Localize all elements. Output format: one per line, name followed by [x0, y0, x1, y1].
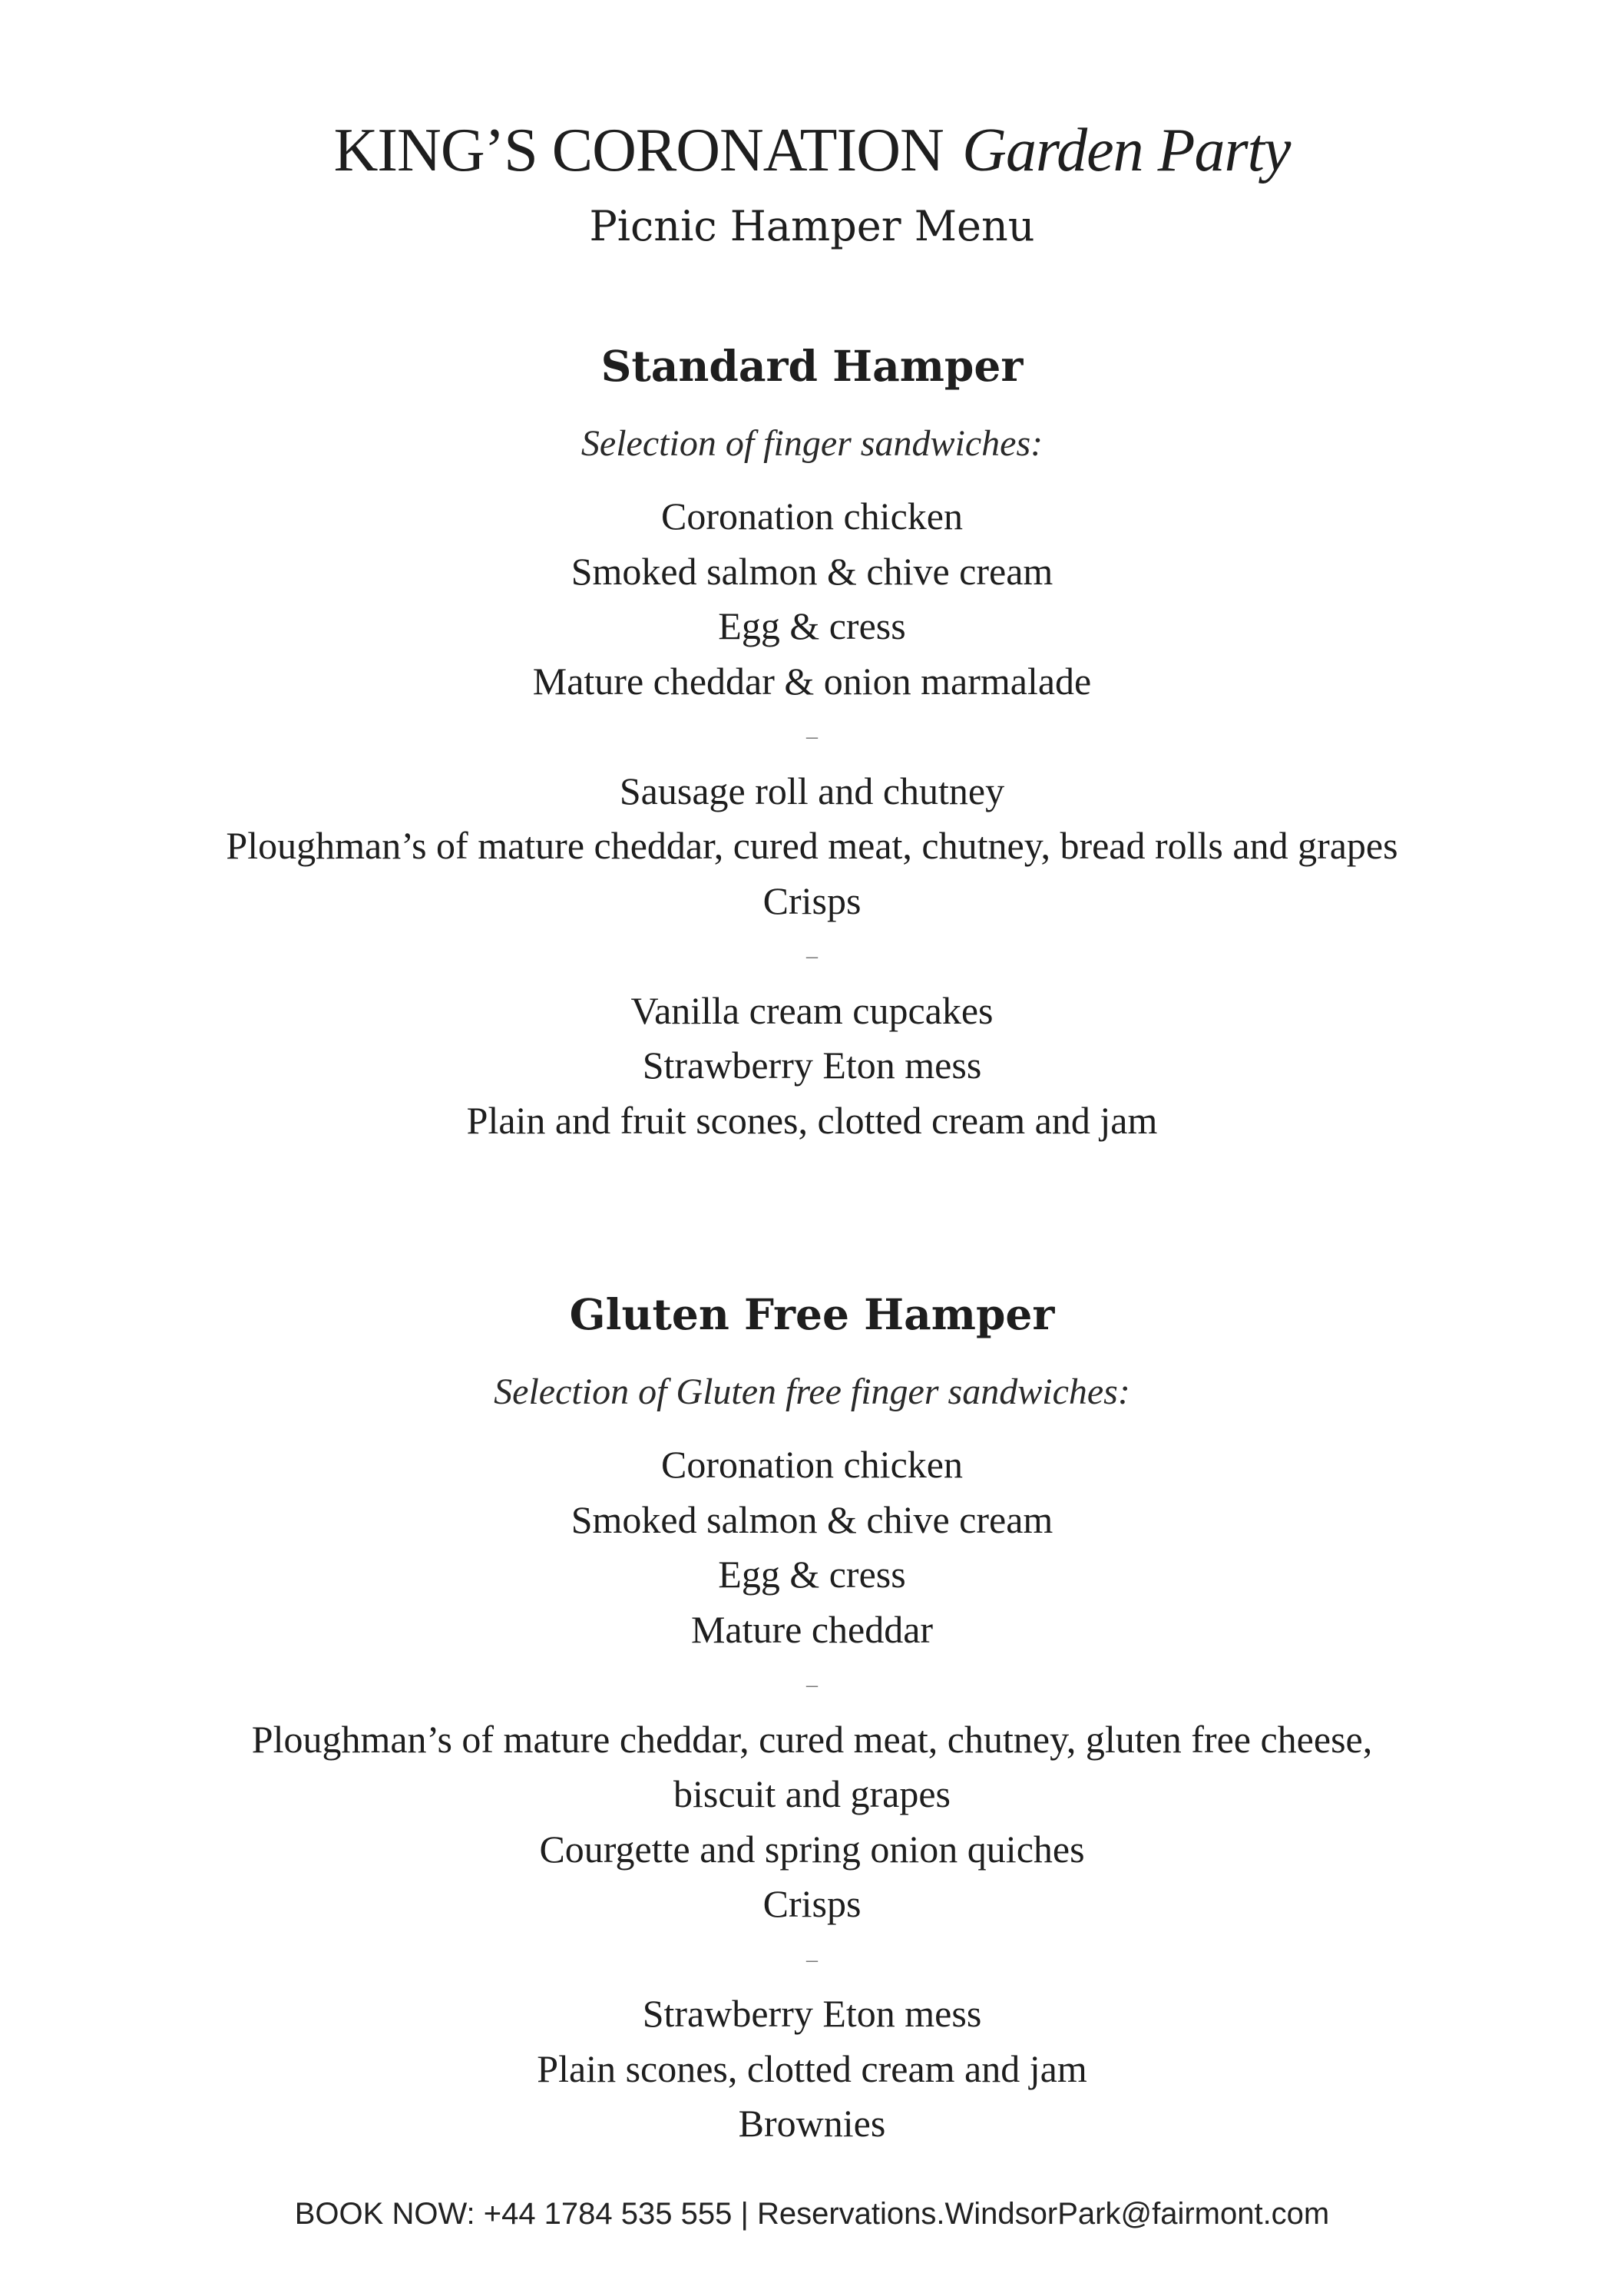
menu-item: Brownies [738, 2102, 886, 2145]
menu-item: Crisps [762, 878, 862, 922]
menu-item: Plain scones, clotted cream and jam [537, 2046, 1087, 2090]
course-separator: – [806, 943, 818, 968]
menu-item: Ploughman’s of mature cheddar, cured meat, chutney, bread rolls and grapes [226, 824, 1398, 867]
menu-item: Strawberry Eton mess [642, 1044, 982, 1087]
title-main: KING’S CORONATION [333, 117, 944, 184]
menu-item: Egg & cress [718, 1553, 906, 1596]
menu-item: Egg & cress [718, 604, 906, 647]
title-italic: Garden Party [962, 117, 1291, 184]
course-separator: – [806, 723, 818, 749]
page-subtitle: Picnic Hamper Menu [589, 202, 1035, 250]
booking-footer: BOOK NOW: +44 1784 535 555 | Reservations.WindsorPark@fairmont.com [294, 2197, 1330, 2231]
menu-item: Ploughman’s of mature cheddar, cured meat, chutney, gluten free cheese, [251, 1717, 1373, 1761]
menu-item: Sausage roll and chutney [619, 769, 1005, 812]
menu-item: Coronation chicken [661, 495, 963, 538]
page-title [0, 111, 1624, 189]
section-intro: Selection of finger sandwiches: [580, 423, 1044, 464]
section-title: Gluten Free Hamper [569, 1289, 1055, 1339]
menu-item: Mature cheddar & onion marmalade [532, 659, 1092, 703]
menu-item: Mature cheddar [690, 1607, 934, 1651]
gluten-free-hamper-section [0, 1288, 1624, 2152]
menu-item: Smoked salmon & chive cream [571, 549, 1053, 593]
course-separator: – [806, 1672, 818, 1697]
menu-item: Plain and fruit scones, clotted cream and jam [466, 1098, 1158, 1142]
menu-item: Strawberry Eton mess [642, 1992, 982, 2035]
standard-hamper-section [0, 339, 1624, 1148]
menu-item: Smoked salmon & chive cream [571, 1497, 1053, 1541]
course-separator: – [806, 1946, 818, 1972]
menu-item: Crisps [762, 1882, 862, 1925]
menu-item: Coronation chicken [661, 1443, 963, 1486]
menu-item: Vanilla cream cupcakes [630, 988, 994, 1032]
section-intro: Selection of Gluten free finger sandwiches: [494, 1371, 1130, 1412]
section-title: Standard Hamper [600, 341, 1024, 391]
menu-item: Courgette and spring onion quiches [539, 1827, 1085, 1871]
menu-item: biscuit and grapes [673, 1772, 951, 1815]
